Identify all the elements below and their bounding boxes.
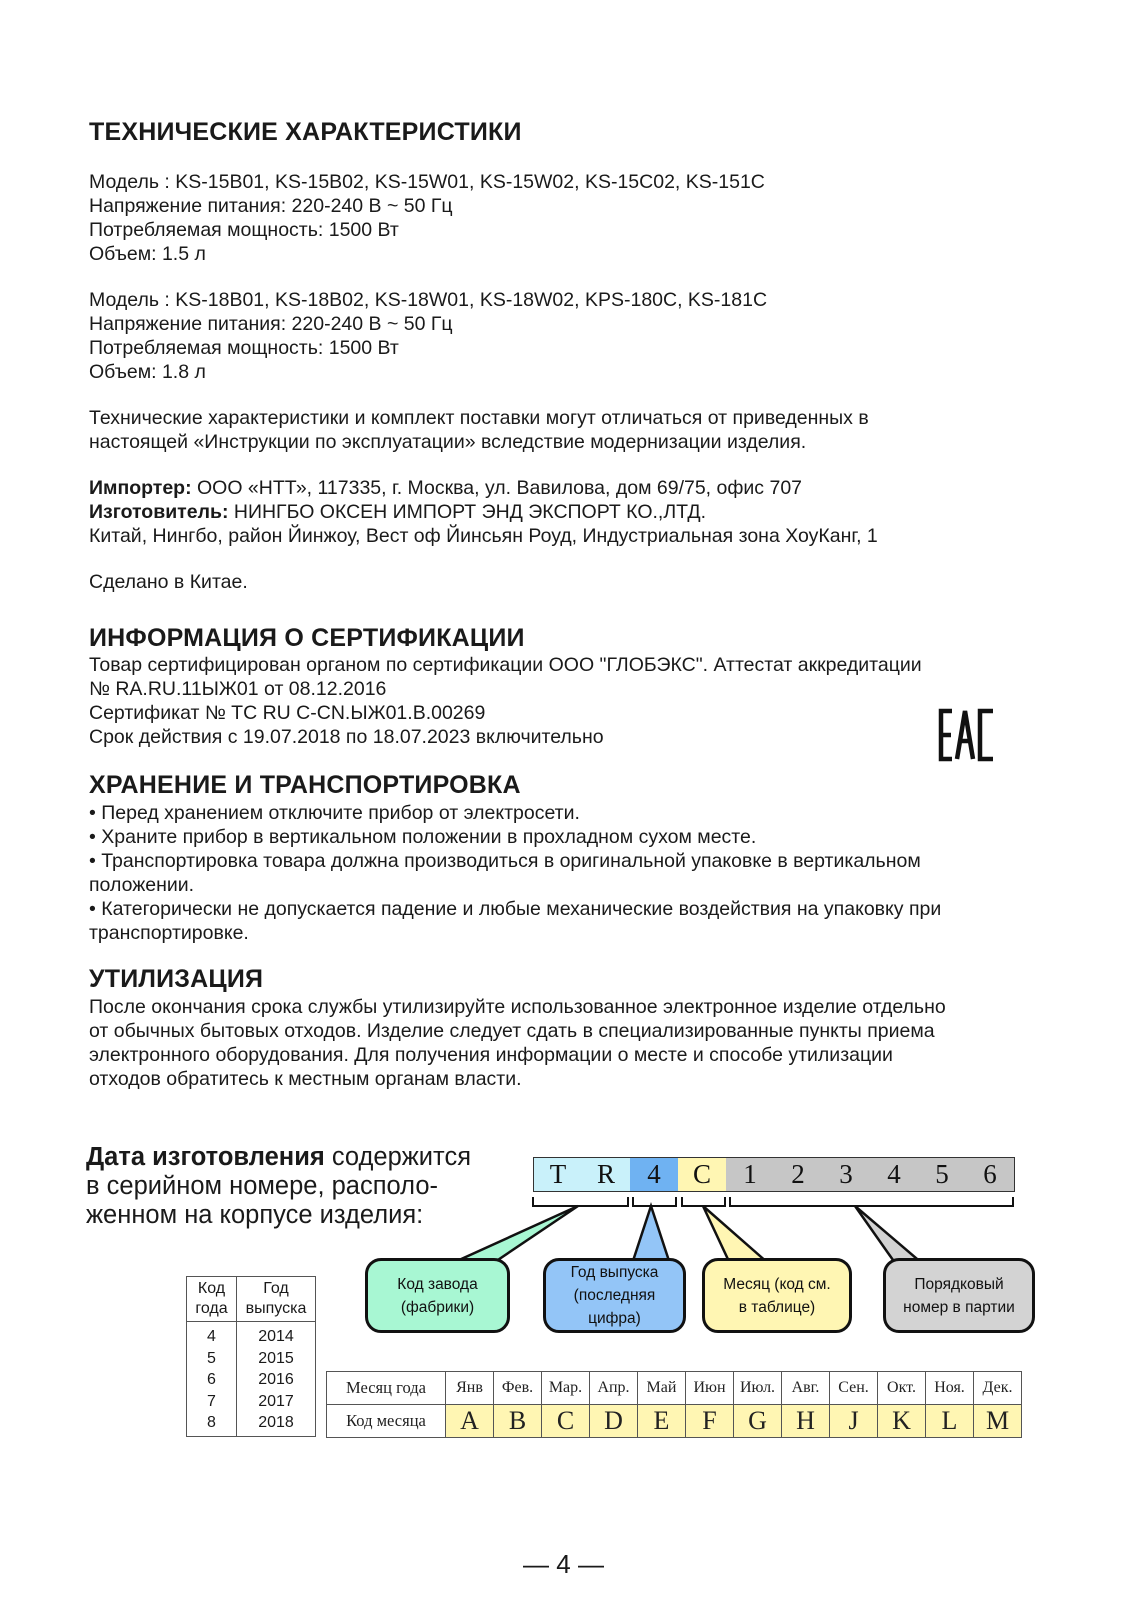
month-cell: Ноя. — [926, 1372, 974, 1405]
spec-line: Потребляемая мощность: 1500 Вт — [89, 337, 399, 359]
callout-factory-text — [397, 1273, 477, 1319]
month-code-table — [326, 1371, 1022, 1438]
storage-line: • Транспортировка товара должна производиться в оригинальной упаковке в вертикальном — [89, 850, 921, 872]
month-code-cell: G — [734, 1405, 782, 1438]
table-cell: 2015 — [258, 1349, 294, 1367]
month-code-cell: K — [878, 1405, 926, 1438]
callout-order-text — [903, 1273, 1015, 1319]
serial-char: T — [534, 1158, 582, 1191]
disposal-line: от обычных бытовых отходов. Изделие следует сдать в специализированные пункты приема — [89, 1020, 935, 1042]
maker-text: НИНГБО ОКСЕН ИМПОРТ ЭНД ЭКСПОРТ КО.,ЛТД. — [228, 501, 707, 523]
callout-line: цифра) — [588, 1310, 641, 1327]
code-row-label: Код месяца — [327, 1405, 446, 1438]
month-cell: Фев. — [494, 1372, 542, 1405]
year-code-column — [187, 1322, 237, 1437]
storage-line: • Перед хранением отключите прибор от электросети. — [89, 802, 580, 824]
callout-year-text — [571, 1261, 659, 1330]
year-header — [237, 1277, 316, 1322]
header-line: Код — [197, 1280, 226, 1297]
table-cell: 2017 — [258, 1392, 294, 1410]
month-code-cell: C — [542, 1405, 590, 1438]
serial-char: 6 — [966, 1158, 1014, 1191]
serial-char: 2 — [774, 1158, 822, 1191]
callout-line: (фабрики) — [400, 1298, 475, 1316]
date-intro-bold: Дата изготовления — [86, 1143, 325, 1171]
table-cell: 7 — [207, 1392, 216, 1410]
tech-heading: ТЕХНИЧЕСКИЕ ХАРАКТЕРИСТИКИ — [89, 118, 522, 146]
month-code-cell: D — [590, 1405, 638, 1438]
page-number: — 4 — — [523, 1549, 604, 1579]
callout-line: в таблице) — [738, 1298, 816, 1316]
month-cell: Сен. — [830, 1372, 878, 1405]
disposal-line: После окончания срока службы утилизируйте использованное электронное изделие отдельно — [89, 996, 946, 1018]
serial-char: 4 — [630, 1158, 678, 1191]
spec-line: Напряжение питания: 220-240 В ~ 50 Гц — [89, 195, 453, 217]
table-cell: 2016 — [258, 1371, 294, 1388]
table-cell: 2014 — [258, 1328, 294, 1345]
date-intro-line2: в серийном номере, располо- — [86, 1172, 439, 1200]
disposal-line: электронного оборудования. Для получения информации о месте и способе утилизации — [89, 1044, 893, 1066]
spec-line: Модель : KS-18B01, KS-18B02, KS-18W01, KS-18W02, KPS-180C, KS-181C — [89, 289, 768, 311]
callout-factory-code — [365, 1258, 510, 1333]
storage-line: транспортировке. — [89, 922, 249, 944]
month-code-cell: J — [830, 1405, 878, 1438]
table-cell: 4 — [207, 1328, 216, 1345]
spec-line: Модель : KS-15B01, KS-15B02, KS-15W01, KS-15W02, KS-15C02, KS-151C — [89, 171, 765, 193]
disposal-heading: УТИЛИЗАЦИЯ — [89, 965, 264, 993]
month-code-cell: B — [494, 1405, 542, 1438]
year-column — [237, 1322, 316, 1437]
table-cell: 8 — [207, 1414, 216, 1431]
table-row — [327, 1405, 1022, 1438]
header-line: выпуска — [245, 1300, 307, 1317]
callout-month-text — [723, 1273, 831, 1319]
header-line: Год — [263, 1280, 289, 1297]
cert-line: Срок действия с 19.07.2018 по 18.07.2023 включительно — [89, 726, 604, 748]
month-cell: Окт. — [878, 1372, 926, 1405]
month-code-cell: E — [638, 1405, 686, 1438]
callout-line: Код завода — [397, 1275, 478, 1293]
storage-line: • Категорически не допускается падение и любые механические воздействия на упаковку при — [89, 898, 942, 920]
callout-line: Месяц (код см. — [723, 1275, 831, 1293]
table-cell: 6 — [207, 1371, 216, 1388]
year-code-table — [186, 1276, 316, 1437]
storage-line: • Храните прибор в вертикальном положении в прохладном сухом месте. — [89, 826, 757, 848]
importer-text: ООО «НТТ», 117335, г. Москва, ул. Вавилова, дом 69/75, офис 707 — [191, 477, 803, 499]
month-code-cell: M — [974, 1405, 1022, 1438]
serial-char: 5 — [918, 1158, 966, 1191]
month-cell: Мар. — [542, 1372, 590, 1405]
callout-line: номер в партии — [903, 1298, 1015, 1316]
maker-address: Китай, Нингбо, район Йинжоу, Вест оф Йинсьян Роуд, Индустриальная зона ХоуКанг, 1 — [89, 525, 878, 547]
cert-line: Товар сертифицирован органом по сертификации ООО "ГЛОБЭКС". Аттестат аккредитации — [89, 654, 922, 676]
month-code-cell: H — [782, 1405, 830, 1438]
note-line: настоящей «Инструкции по эксплуатации» вследствие модернизации изделия. — [89, 431, 807, 453]
callout-line: (последняя — [573, 1287, 656, 1304]
callout-order-number — [883, 1258, 1035, 1333]
cert-line: № RA.RU.11ЫЖ01 от 08.12.2016 — [89, 678, 387, 700]
table-row — [187, 1277, 316, 1322]
month-cell: Май — [638, 1372, 686, 1405]
month-cell: Авг. — [782, 1372, 830, 1405]
serial-char: 4 — [870, 1158, 918, 1191]
table-cell: 2018 — [258, 1414, 294, 1431]
date-intro-rest: содержится — [324, 1143, 472, 1171]
month-code-cell: L — [926, 1405, 974, 1438]
month-cell: Июн — [686, 1372, 734, 1405]
importer-label: Импортер: — [89, 477, 192, 499]
header-line: года — [195, 1300, 228, 1317]
storage-line: положении. — [89, 874, 195, 896]
callout-month — [702, 1258, 852, 1333]
maker-label: Изготовитель: — [89, 501, 229, 523]
disposal-line: отходов обратитесь к местным органам власти. — [89, 1068, 522, 1090]
month-cell: Апр. — [590, 1372, 638, 1405]
serial-char: R — [582, 1158, 630, 1191]
spec-line: Объем: 1.8 л — [89, 361, 206, 383]
table-cell: 5 — [207, 1349, 216, 1367]
month-cell: Янв — [446, 1372, 494, 1405]
spec-line: Напряжение питания: 220-240 В ~ 50 Гц — [89, 313, 453, 335]
made-in: Сделано в Китае. — [89, 571, 248, 593]
month-cell: Дек. — [974, 1372, 1022, 1405]
callout-year — [543, 1258, 686, 1333]
note-line: Технические характеристики и комплект поставки могут отличаться от приведенных в — [89, 407, 869, 429]
callout-line: Порядковый — [914, 1275, 1004, 1293]
cert-heading: ИНФОРМАЦИЯ О СЕРТИФИКАЦИИ — [89, 624, 525, 652]
date-intro-line3: женном на корпусе изделия: — [86, 1201, 424, 1229]
month-code-cell: A — [446, 1405, 494, 1438]
storage-heading: ХРАНЕНИЕ И ТРАНСПОРТИРОВКА — [89, 771, 521, 799]
month-code-cell: F — [686, 1405, 734, 1438]
serial-char: 3 — [822, 1158, 870, 1191]
callout-line: Год выпуска — [570, 1264, 659, 1281]
year-code-header — [187, 1277, 237, 1322]
serial-char: C — [678, 1158, 726, 1191]
month-cell: Июл. — [734, 1372, 782, 1405]
serial-char: 1 — [726, 1158, 774, 1191]
table-row — [187, 1322, 316, 1437]
cert-line: Сертификат № ТС RU С-CN.ЫЖ01.В.00269 — [89, 702, 486, 724]
spec-line: Объем: 1.5 л — [89, 243, 206, 265]
month-row-label: Месяц года — [327, 1372, 446, 1405]
table-row — [327, 1372, 1022, 1405]
spec-line: Потребляемая мощность: 1500 Вт — [89, 219, 399, 241]
